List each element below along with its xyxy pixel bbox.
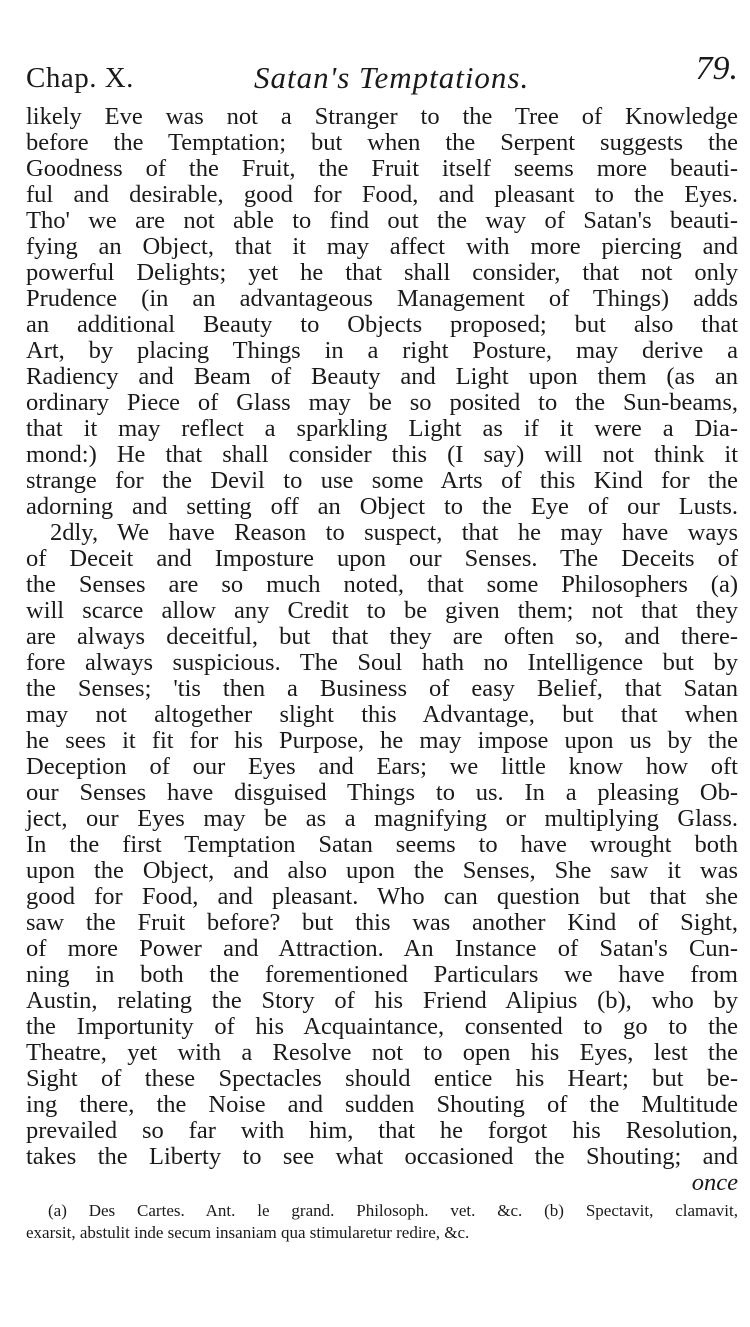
- running-header: [26, 50, 738, 100]
- text-line: the Importunity of his Acquaintance, consented to go to the: [26, 1013, 738, 1040]
- text-line: prevailed so far with him, that he forgot his Resolution,: [26, 1117, 738, 1144]
- text-line: will scarce allow any Credit to be given them; not that they: [26, 597, 738, 624]
- text-line: upon the Object, and also upon the Senses, She saw it was: [26, 857, 738, 884]
- text-line: adorning and setting off an Object to the Eye of our Lusts.: [26, 493, 738, 520]
- text-line: our Senses have disguised Things to us. In a pleasing Ob-: [26, 779, 738, 806]
- text-line: before the Temptation; but when the Serpent suggests the: [26, 129, 738, 156]
- catchword: once: [691, 1169, 738, 1196]
- text-line: ning in both the forementioned Particulars we have from: [26, 961, 738, 988]
- text-line: Austin, relating the Story of his Friend Alipius (b), who by: [26, 987, 738, 1014]
- text-line: ject, our Eyes may be as a magnifying or multiplying Glass.: [26, 805, 738, 832]
- text-line: he sees it fit for his Purpose, he may impose upon us by the: [26, 727, 738, 754]
- text-line: the Senses; 'tis then a Business of easy Belief, that Satan: [26, 675, 738, 702]
- text-line: ing there, the Noise and sudden Shouting of the Multitude: [26, 1091, 738, 1118]
- text-line: Sight of these Spectacles should entice his Heart; but be-: [26, 1065, 738, 1092]
- text-line: In the first Temptation Satan seems to have wrought both: [26, 831, 738, 858]
- text-line: are always deceitful, but that they are often so, and there-: [26, 623, 738, 650]
- text-line: strange for the Devil to use some Arts of this Kind for the: [26, 467, 738, 494]
- footnotes: [26, 1200, 738, 1244]
- text-line: 2dly, We have Reason to suspect, that he may have ways: [50, 519, 738, 546]
- text-line: the Senses are so much noted, that some Philosophers (a): [26, 571, 738, 598]
- text-line: an additional Beauty to Objects proposed; but also that: [26, 311, 738, 338]
- text-line: fying an Object, that it may affect with more piercing and: [26, 233, 738, 260]
- text-line: that it may reflect a sparkling Light as if it were a Dia-: [26, 415, 738, 442]
- page-number: 79.: [695, 50, 738, 87]
- text-line: may not altogether slight this Advantage, but that when: [26, 701, 738, 728]
- footnote-line: (a) Des Cartes. Ant. le grand. Philosoph. vet. &c. (b) Spectavit, clamavit,: [48, 1201, 738, 1220]
- text-line: powerful Delights; yet he that shall consider, that not only: [26, 259, 738, 286]
- chapter-label: Chap. X.: [26, 62, 134, 94]
- running-title: Satan's Temptations.: [254, 60, 530, 95]
- text-line: takes the Liberty to see what occasioned the Shouting; and: [26, 1143, 738, 1170]
- text-line: fore always suspicious. The Soul hath no Intelligence but by: [26, 649, 738, 676]
- text-line: Goodness of the Fruit, the Fruit itself seems more beauti-: [26, 155, 738, 182]
- text-line: saw the Fruit before? but this was another Kind of Sight,: [26, 909, 738, 936]
- footnote-line: exarsit, abstulit inde secum insaniam qua stimularetur redire, &c.: [26, 1223, 470, 1242]
- text-line: Theatre, yet with a Resolve not to open his Eyes, lest the: [26, 1039, 738, 1066]
- text-line: mond:) He that shall consider this (I say) will not think it: [26, 441, 738, 468]
- text-line: of Deceit and Imposture upon our Senses. The Deceits of: [26, 545, 738, 572]
- text-line: Prudence (in an advantageous Management of Things) adds: [26, 285, 738, 312]
- text-line: likely Eve was not a Stranger to the Tree of Knowledge: [26, 103, 738, 130]
- text-line: Tho' we are not able to find out the way of Satan's beauti-: [26, 207, 738, 234]
- text-line: ordinary Piece of Glass may be so posited to the Sun-beams,: [26, 389, 738, 416]
- text-line: Art, by placing Things in a right Posture, may derive a: [26, 337, 738, 364]
- body-text: [26, 104, 738, 1196]
- text-line: of more Power and Attraction. An Instance of Satan's Cun-: [26, 935, 738, 962]
- text-line: Radiency and Beam of Beauty and Light upon them (as an: [26, 363, 738, 390]
- text-line: Deception of our Eyes and Ears; we little know how oft: [26, 753, 738, 780]
- text-line: good for Food, and pleasant. Who can question but that she: [26, 883, 738, 910]
- text-line: ful and desirable, good for Food, and pleasant to the Eyes.: [26, 181, 738, 208]
